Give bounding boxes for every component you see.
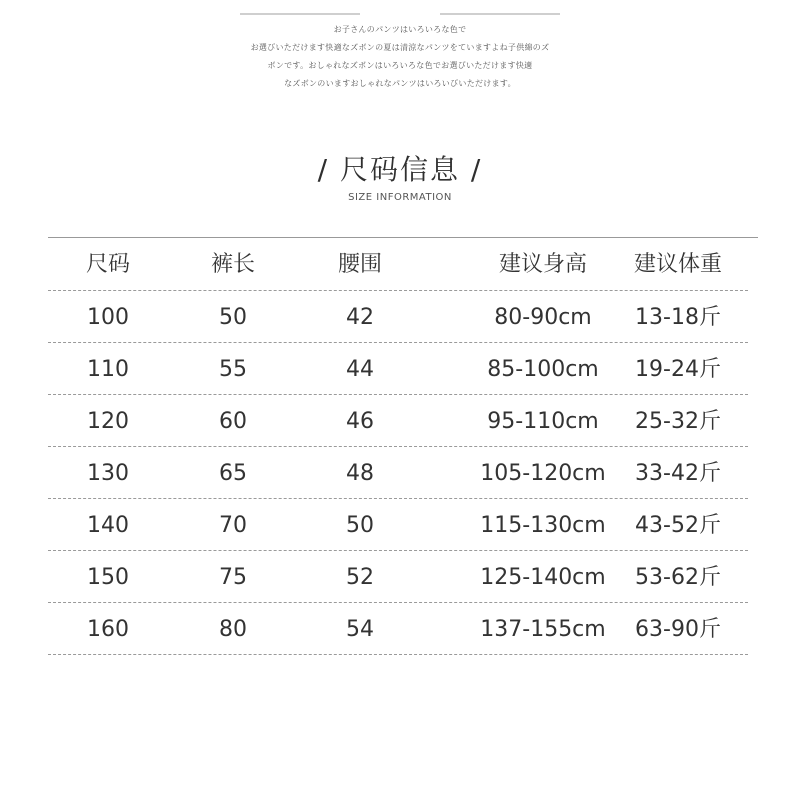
table-row — [48, 343, 748, 395]
column-header-weight: 建议体重 — [633, 252, 722, 277]
height-cell: 85-100cm — [487, 357, 599, 382]
length-cell: 50 — [219, 305, 247, 330]
weight-cell: 53-62斤 — [635, 565, 721, 590]
height-cell: 80-90cm — [494, 305, 592, 330]
height-cell: 125-140cm — [480, 565, 606, 590]
size-cell: 100 — [87, 305, 129, 330]
weight-cell: 25-32斤 — [635, 409, 721, 434]
length-cell: 60 — [219, 409, 247, 434]
weight-cell: 63-90斤 — [635, 617, 721, 642]
table-row — [48, 499, 748, 551]
column-header-pants-length: 裤长 — [210, 252, 255, 277]
weight-cell: 43-52斤 — [635, 513, 721, 538]
japanese-text-line: ボンです。おしゃれなズボンはいろいろな色でお選びいただけます快適 — [267, 61, 533, 70]
column-header-waist: 腰围 — [337, 252, 382, 277]
height-cell: 105-120cm — [480, 461, 606, 486]
size-cell: 110 — [87, 357, 129, 382]
table-header-row — [48, 238, 748, 291]
table-row — [48, 395, 748, 447]
japanese-text-line: なズボンのいますおしゃれなパンツはいろいびいただけます。 — [284, 79, 516, 88]
height-cell: 137-155cm — [480, 617, 606, 642]
weight-cell: 33-42斤 — [635, 461, 721, 486]
weight-cell: 13-18斤 — [635, 305, 721, 330]
waist-cell: 42 — [346, 305, 374, 330]
length-cell: 70 — [219, 513, 247, 538]
section-title: / 尺码信息 / — [317, 153, 483, 186]
top-decorative-line — [0, 0, 800, 6]
table-row — [48, 551, 748, 603]
column-header-size: 尺码 — [85, 252, 130, 277]
length-cell: 80 — [219, 617, 247, 642]
length-cell: 75 — [219, 565, 247, 590]
section-subtitle: SIZE INFORMATION — [348, 192, 452, 203]
weight-cell: 19-24斤 — [635, 357, 721, 382]
table-row — [48, 291, 748, 343]
height-cell: 95-110cm — [487, 409, 599, 434]
waist-cell: 44 — [346, 357, 374, 382]
waist-cell: 54 — [346, 617, 374, 642]
length-cell: 65 — [219, 461, 247, 486]
size-cell: 160 — [87, 617, 129, 642]
waist-cell: 50 — [346, 513, 374, 538]
waist-cell: 46 — [346, 409, 374, 434]
table-row — [48, 603, 748, 655]
size-cell: 140 — [87, 513, 129, 538]
waist-cell: 48 — [346, 461, 374, 486]
size-cell: 150 — [87, 565, 129, 590]
size-cell: 130 — [87, 461, 129, 486]
waist-cell: 52 — [346, 565, 374, 590]
column-header-height: 建议身高 — [498, 252, 587, 277]
size-table — [48, 238, 748, 655]
table-row — [48, 447, 748, 499]
japanese-text-line: お子さんのパンツはいろいろな色で — [333, 25, 467, 34]
size-cell: 120 — [87, 409, 129, 434]
japanese-text-line: お選びいただけます快適なズボンの夏は清涼なパンツをていますよね子供綿のズ — [250, 43, 550, 52]
height-cell: 115-130cm — [480, 513, 606, 538]
length-cell: 55 — [219, 357, 247, 382]
